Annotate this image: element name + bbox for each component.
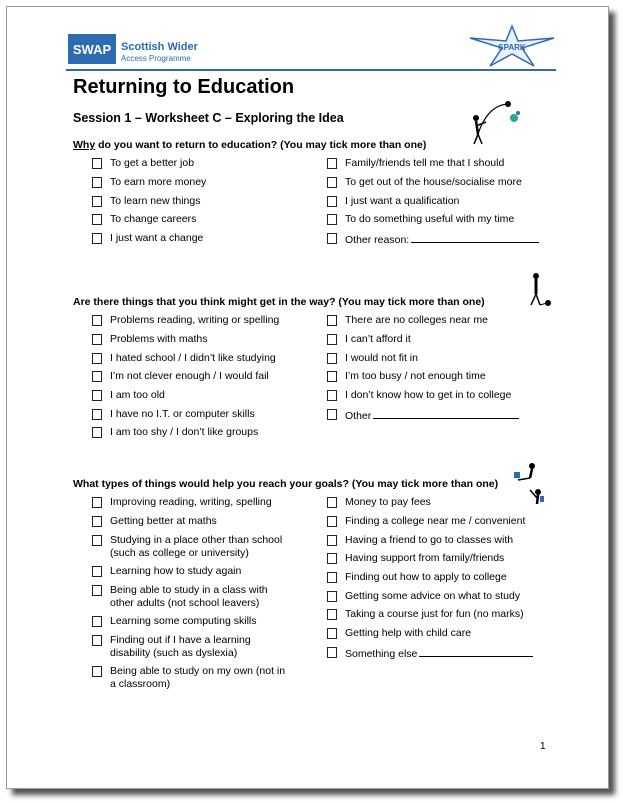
checklist-item-label (110, 678, 170, 691)
checklist-item-label (110, 615, 257, 628)
checklist-item-text: Other reason: (345, 234, 410, 246)
swap-logo-caption (121, 42, 198, 64)
checklist-item-label (345, 534, 513, 547)
checkbox[interactable] (327, 353, 337, 364)
checklist-item-text: Getting better at maths (110, 515, 217, 527)
checklist-item (92, 665, 285, 678)
checklist-item-text: Finding a college near me / convenient (345, 515, 526, 527)
checklist-item-label (110, 634, 251, 647)
checklist-item-label (345, 389, 511, 402)
checklist-item-text: To get a better job (110, 157, 195, 169)
checklist-item-label (110, 370, 269, 383)
checkbox[interactable] (92, 566, 102, 577)
checkbox[interactable] (327, 390, 337, 401)
checklist-item (92, 496, 272, 509)
checklist-item (327, 333, 411, 346)
checklist-item (92, 314, 279, 327)
checklist-item-text: There are no colleges near me (345, 314, 488, 326)
checkbox[interactable] (327, 371, 337, 382)
checklist-item (327, 408, 519, 423)
checkbox[interactable] (92, 177, 102, 188)
checklist-item-continuation (92, 597, 259, 610)
checkbox[interactable] (92, 371, 102, 382)
checklist-item (92, 370, 269, 383)
checklist-item-label (345, 590, 520, 603)
worksheet-subtitle: Session 1 – Worksheet C – Exploring the Idea (73, 111, 344, 125)
checklist-item (327, 552, 504, 565)
checklist-item-continuation (92, 647, 237, 660)
checklist-item (327, 176, 522, 189)
checklist-item-text: I have no I.T. or computer skills (110, 408, 255, 420)
checklist-item-label (345, 496, 431, 509)
checklist-item-label (110, 213, 196, 226)
checklist-item (92, 534, 282, 547)
checklist-item-text: I hated school / I didn’t like studying (110, 352, 276, 364)
checkbox[interactable] (327, 535, 337, 546)
checklist-item (92, 615, 257, 628)
checklist-item (327, 608, 524, 621)
checklist-item-label (345, 627, 471, 640)
checklist-item-label (110, 647, 237, 660)
checklist-item-label (110, 408, 255, 421)
checklist-item (92, 195, 200, 208)
checklist-item-text: a classroom) (110, 678, 171, 690)
checklist-item (92, 584, 268, 597)
checklist-item (92, 213, 196, 226)
checklist-item (327, 314, 488, 327)
checklist-item-label (345, 195, 459, 208)
checkbox[interactable] (327, 628, 337, 639)
checklist-item-text: Problems with maths (110, 333, 208, 345)
question-text: What types of things would help you reach your goals? (You may tick more than one) (73, 478, 499, 490)
write-in-line[interactable] (411, 232, 539, 243)
checklist-item-text: disability (such as dyslexia) (110, 647, 238, 659)
checklist-item (92, 565, 241, 578)
checklist-item-label (110, 195, 200, 208)
checklist-item-text: Other (345, 410, 372, 422)
checklist-item-text: (such as college or university) (110, 547, 249, 559)
checkbox[interactable] (327, 609, 337, 620)
checkbox[interactable] (92, 666, 102, 677)
checklist-item-text: To earn more money (110, 176, 207, 188)
checkbox[interactable] (92, 616, 102, 627)
checklist-item-text: To get out of the house/socialise more (345, 176, 522, 188)
checklist-item (92, 333, 207, 346)
checklist-item-label (110, 584, 268, 597)
checklist-item (92, 389, 165, 402)
checklist-item-text: Having a friend to go to classes with (345, 534, 514, 546)
header-rule (66, 69, 556, 71)
checklist-item (327, 515, 525, 528)
question-emphasis: Why (73, 139, 96, 151)
checkbox[interactable] (92, 315, 102, 326)
checklist-item (92, 352, 276, 365)
checklist-item-text: I’m not clever enough / I would fail (110, 370, 269, 382)
checklist-item-label (110, 157, 194, 170)
checklist-item (327, 370, 486, 383)
checkbox[interactable] (92, 353, 102, 364)
checklist-item-label (110, 426, 258, 439)
checklist-item-text: I don’t know how to get in to college (345, 389, 512, 401)
checklist-item-label (110, 597, 259, 610)
checklist-item-text: I am too old (110, 389, 165, 401)
checkbox[interactable] (92, 535, 102, 546)
checkbox[interactable] (92, 334, 102, 345)
checklist-item-text: Being able to study in a class with (110, 584, 268, 596)
checklist-item-text: Getting help with child care (345, 627, 472, 639)
swap-logo-text: SWAP (72, 41, 112, 57)
checklist-item-label (110, 232, 203, 245)
checklist-item (327, 352, 418, 365)
checklist-item-label (345, 232, 539, 247)
checklist-item-text: Having support from family/friends (345, 552, 505, 564)
checkbox[interactable] (92, 390, 102, 401)
checkbox[interactable] (327, 409, 337, 420)
section-question (73, 139, 426, 151)
swap-logo-line2: Access Programme (121, 54, 191, 63)
checklist-item-label (345, 352, 418, 365)
checklist-item-text: Taking a course just for fun (no marks) (345, 608, 524, 620)
checklist-item (92, 634, 251, 647)
checklist-item-text: Being able to study on my own (not in (110, 665, 286, 677)
checklist-item-label (110, 333, 207, 346)
checkbox[interactable] (327, 647, 337, 658)
checklist-item (92, 408, 255, 421)
checklist-item-text: Learning how to study again (110, 565, 242, 577)
checkbox[interactable] (327, 553, 337, 564)
checklist-item (92, 426, 258, 439)
checklist-item (327, 157, 504, 170)
checklist-item (92, 515, 217, 528)
checkbox[interactable] (327, 158, 337, 169)
checklist-item-label (345, 314, 488, 327)
checklist-item-label (345, 408, 519, 423)
checklist-item-label (345, 552, 504, 565)
checklist-item-label (345, 176, 522, 189)
checklist-item (327, 627, 471, 640)
write-in-line[interactable] (419, 646, 533, 657)
checklist-item-continuation (92, 678, 170, 691)
checklist-item (327, 389, 511, 402)
checklist-item-label (110, 352, 276, 365)
page-title: Returning to Education (73, 76, 295, 98)
checklist-item-text: I am too shy / I don’t like groups (110, 426, 259, 438)
checklist-item-text: Money to pay fees (345, 496, 431, 508)
checklist-item-label (110, 534, 282, 547)
checklist-item (327, 646, 533, 661)
checkbox[interactable] (92, 635, 102, 646)
checklist-item-label (110, 547, 249, 560)
checkbox[interactable] (327, 233, 337, 244)
checklist-item (92, 232, 203, 245)
question-text: do you want to return to education? (You may tick more than one) (95, 139, 427, 151)
checkbox[interactable] (92, 497, 102, 508)
checkbox[interactable] (92, 196, 102, 207)
checklist-item-label (345, 571, 507, 584)
checkbox[interactable] (327, 497, 337, 508)
checkbox[interactable] (92, 427, 102, 438)
checklist-item-text: To change careers (110, 213, 197, 225)
checkbox[interactable] (327, 214, 337, 225)
checklist-item (92, 157, 194, 170)
checklist-item-text: Learning some computing skills (110, 615, 257, 627)
checklist-item-text: I’m too busy / not enough time (345, 370, 486, 382)
checkbox[interactable] (327, 516, 337, 527)
checkbox[interactable] (327, 334, 337, 345)
checklist-item-text: Finding out if I have a learning (110, 634, 251, 646)
checklist-item-text: Getting some advice on what to study (345, 590, 521, 602)
page-number: 1 (540, 741, 546, 752)
section-question (73, 296, 485, 308)
question-text: Are there things that you think might get in the way? (You may tick more than one) (73, 296, 485, 308)
checklist-item-label (345, 646, 533, 661)
checklist-item-text: Finding out how to apply to college (345, 571, 507, 583)
checklist-item-label (345, 157, 504, 170)
checklist-item (327, 534, 513, 547)
checklist-item-text: To learn new things (110, 195, 201, 207)
checklist-item-text: Problems reading, writing or spelling (110, 314, 280, 326)
checklist-item-label (110, 565, 241, 578)
checklist-item-label (345, 333, 411, 346)
checkbox[interactable] (92, 516, 102, 527)
checklist-item-text: I just want a change (110, 232, 204, 244)
checklist-item-text: Something else (345, 648, 418, 660)
section-question (73, 478, 498, 490)
checklist-item-label (110, 314, 279, 327)
checkbox[interactable] (327, 196, 337, 207)
checklist-item-text: I just want a qualification (345, 195, 460, 207)
checklist-item-label (345, 370, 486, 383)
checkbox[interactable] (327, 315, 337, 326)
checklist-item (327, 590, 520, 603)
checklist-item-label (345, 608, 524, 621)
checklist-item-text: To do something useful with my time (345, 213, 515, 225)
swap-logo-line1: Scottish Wider (121, 41, 198, 53)
checklist-item (327, 213, 514, 226)
checklist-item-continuation (92, 547, 249, 560)
spark-logo-text: SPARK (498, 43, 526, 52)
checklist-item (327, 571, 507, 584)
checkbox[interactable] (92, 233, 102, 244)
checklist-item-label (110, 515, 217, 528)
checkbox[interactable] (92, 585, 102, 596)
checklist-item-text: I can’t afford it (345, 333, 411, 345)
checkbox[interactable] (327, 591, 337, 602)
juggler-clipart-icon (468, 100, 526, 148)
checklist-item-label (110, 389, 165, 402)
swap-logo (68, 34, 116, 64)
checklist-item-text: other adults (not school leavers) (110, 597, 260, 609)
checklist-item (327, 232, 539, 247)
checklist-item-text: Improving reading, writing, spelling (110, 496, 272, 508)
checklist-item-text: I would not fit in (345, 352, 418, 364)
checklist-item-label (345, 515, 525, 528)
spark-logo (468, 24, 556, 68)
climbers-clipart-icon (504, 462, 546, 508)
checklist-item-text: Family/friends tell me that I should (345, 157, 505, 169)
checklist-item-label (110, 176, 206, 189)
checklist-item (92, 176, 206, 189)
checklist-item-label (110, 496, 272, 509)
checkbox[interactable] (327, 177, 337, 188)
checkbox[interactable] (92, 158, 102, 169)
checklist-item-label (345, 213, 514, 226)
ball-and-chain-clipart-icon (522, 272, 552, 308)
checkbox[interactable] (327, 572, 337, 583)
checklist-item-text: Studying in a place other than school (110, 534, 283, 546)
checklist-item (327, 195, 459, 208)
checklist-item (327, 496, 431, 509)
checklist-item-label (110, 665, 285, 678)
write-in-line[interactable] (373, 408, 519, 419)
checkbox[interactable] (92, 214, 102, 225)
checkbox[interactable] (92, 409, 102, 420)
